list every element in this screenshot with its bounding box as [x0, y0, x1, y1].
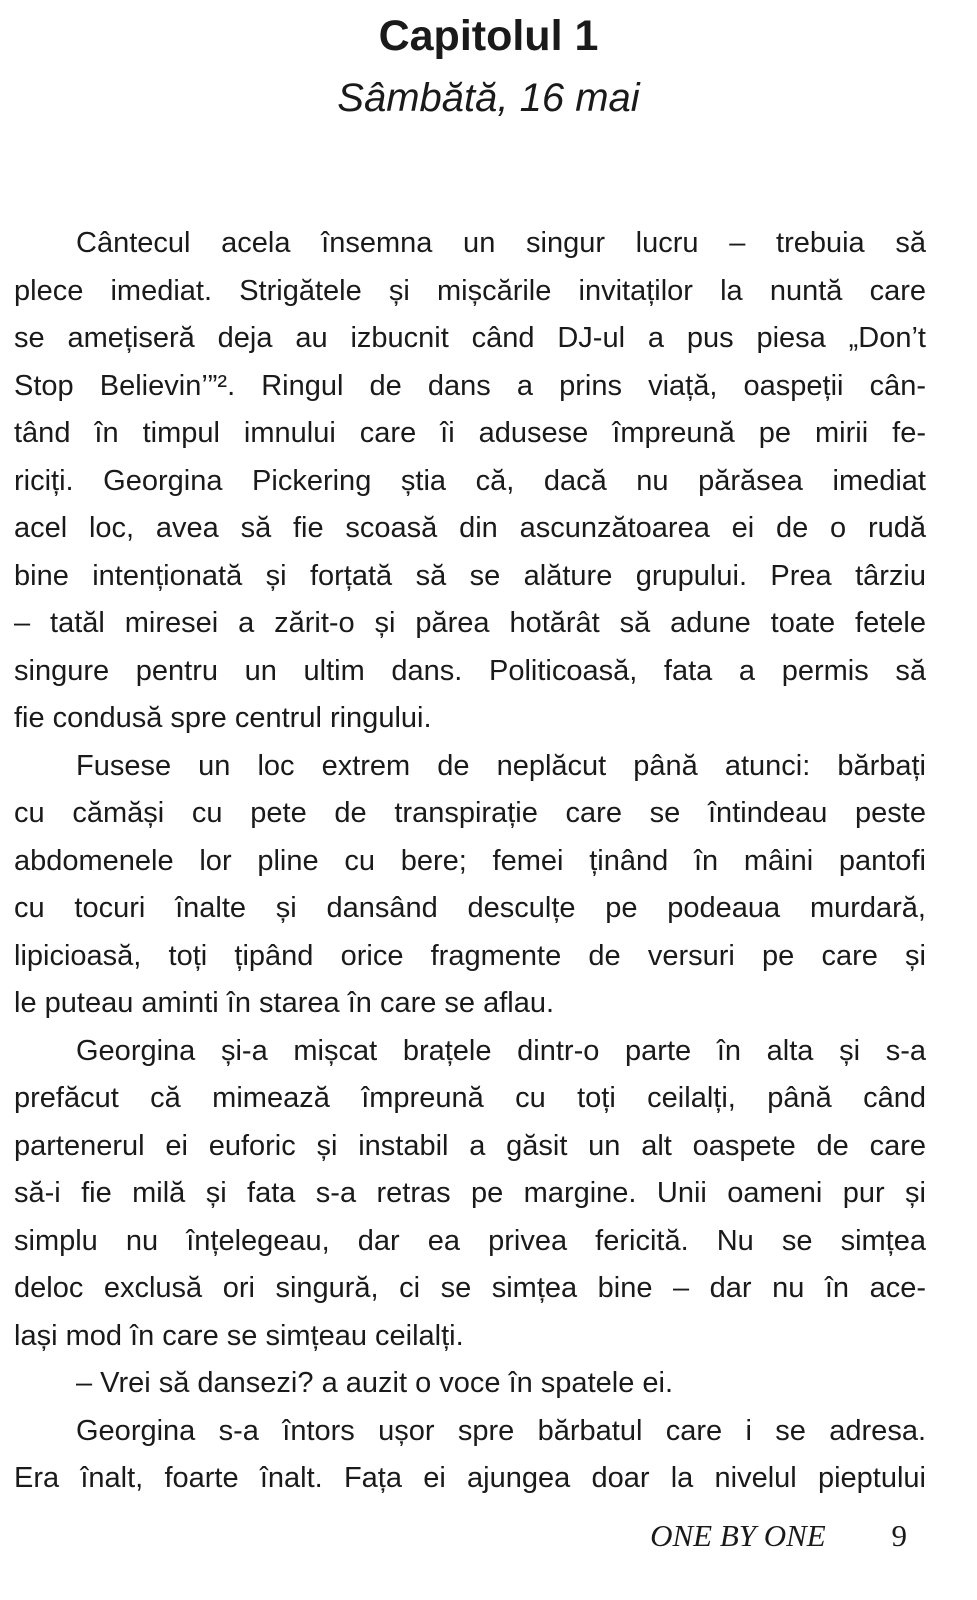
text-line: Stop Believin’”². Ringul de dans a prins viață, oaspeții cân- [14, 369, 926, 402]
text-line: fie condusă spre centrul ringului. [14, 702, 432, 734]
text-line: le puteau aminti în starea în care se aflau. [14, 987, 555, 1019]
text-line: Cântecul acela însemna un singur lucru – trebuia să [76, 227, 926, 259]
text-line: abdomenele lor pline cu bere; femei ținând în mâini pantofi [14, 844, 926, 877]
text-line: lași mod în care se simțeau ceilalți. [14, 1319, 464, 1352]
text-line: se amețiseră deja au izbucnit când DJ-ul a pus piesa „Don’t [14, 322, 926, 354]
text-line: simplu nu înțelegeau, dar ea privea fericită. Nu se simțea [14, 1224, 926, 1257]
text-line: Fusese un loc extrem de neplăcut până atunci: bărbați [76, 749, 926, 782]
chapter-date: Sâmbătă, 16 mai [337, 76, 640, 120]
page-footer [650, 1512, 907, 1560]
text-line: plece imediat. Strigătele și mișcările invitaților la nuntă care [14, 274, 926, 307]
text-line: partenerul ei euforic și instabil a găsit un alt oaspete de care [14, 1129, 926, 1162]
text-line: lipicioasă, toți țipând orice fragmente de versuri pe care și [14, 939, 926, 972]
text-line: cu tocuri înalte și dansând desculțe pe podeaua murdară, [14, 892, 926, 924]
body-text [14, 220, 926, 1503]
text-line: bine intenționată și forțată să se alăture grupului. Prea târziu [14, 559, 926, 592]
running-title: ONE BY ONE [650, 1518, 826, 1553]
text-line: Georgina și-a mișcat brațele dintr-o parte în alta și s-a [76, 1034, 926, 1067]
page-number: 9 [891, 1518, 907, 1553]
text-line: Georgina s-a întors ușor spre bărbatul care i se adresa. [76, 1414, 926, 1447]
text-line: deloc exclusă ori singură, ci se simțea bine – dar nu în ace- [14, 1272, 926, 1304]
text-line: prefăcut că mimează împreună cu toți ceilalți, până când [14, 1082, 926, 1114]
text-line: acel loc, avea să fie scoasă din ascunzătoarea ei de o rudă [14, 512, 926, 544]
text-line: cu cămăși cu pete de transpirație care se întindeau peste [14, 797, 926, 829]
text-line: Era înalt, foarte înalt. Fața ei ajungea doar la nivelul pieptului [14, 1462, 926, 1494]
text-line: – Vrei să dansezi? a auzit o voce în spatele ei. [76, 1367, 674, 1399]
chapter-title: Capitolul 1 [378, 12, 599, 60]
text-line: singure pentru un ultim dans. Politicoasă, fata a permis să [14, 654, 926, 687]
text-line: tând în timpul imnului care îi adusese împreună pe mirii fe- [14, 417, 926, 449]
text-line: riciți. Georgina Pickering știa că, dacă nu părăsea imediat [14, 464, 926, 497]
text-line: să-i fie milă și fata s-a retras pe margine. Unii oameni pur și [14, 1177, 926, 1209]
text-line: – tatăl miresei a zărit-o și părea hotărât să adune toate fetele [14, 607, 926, 639]
